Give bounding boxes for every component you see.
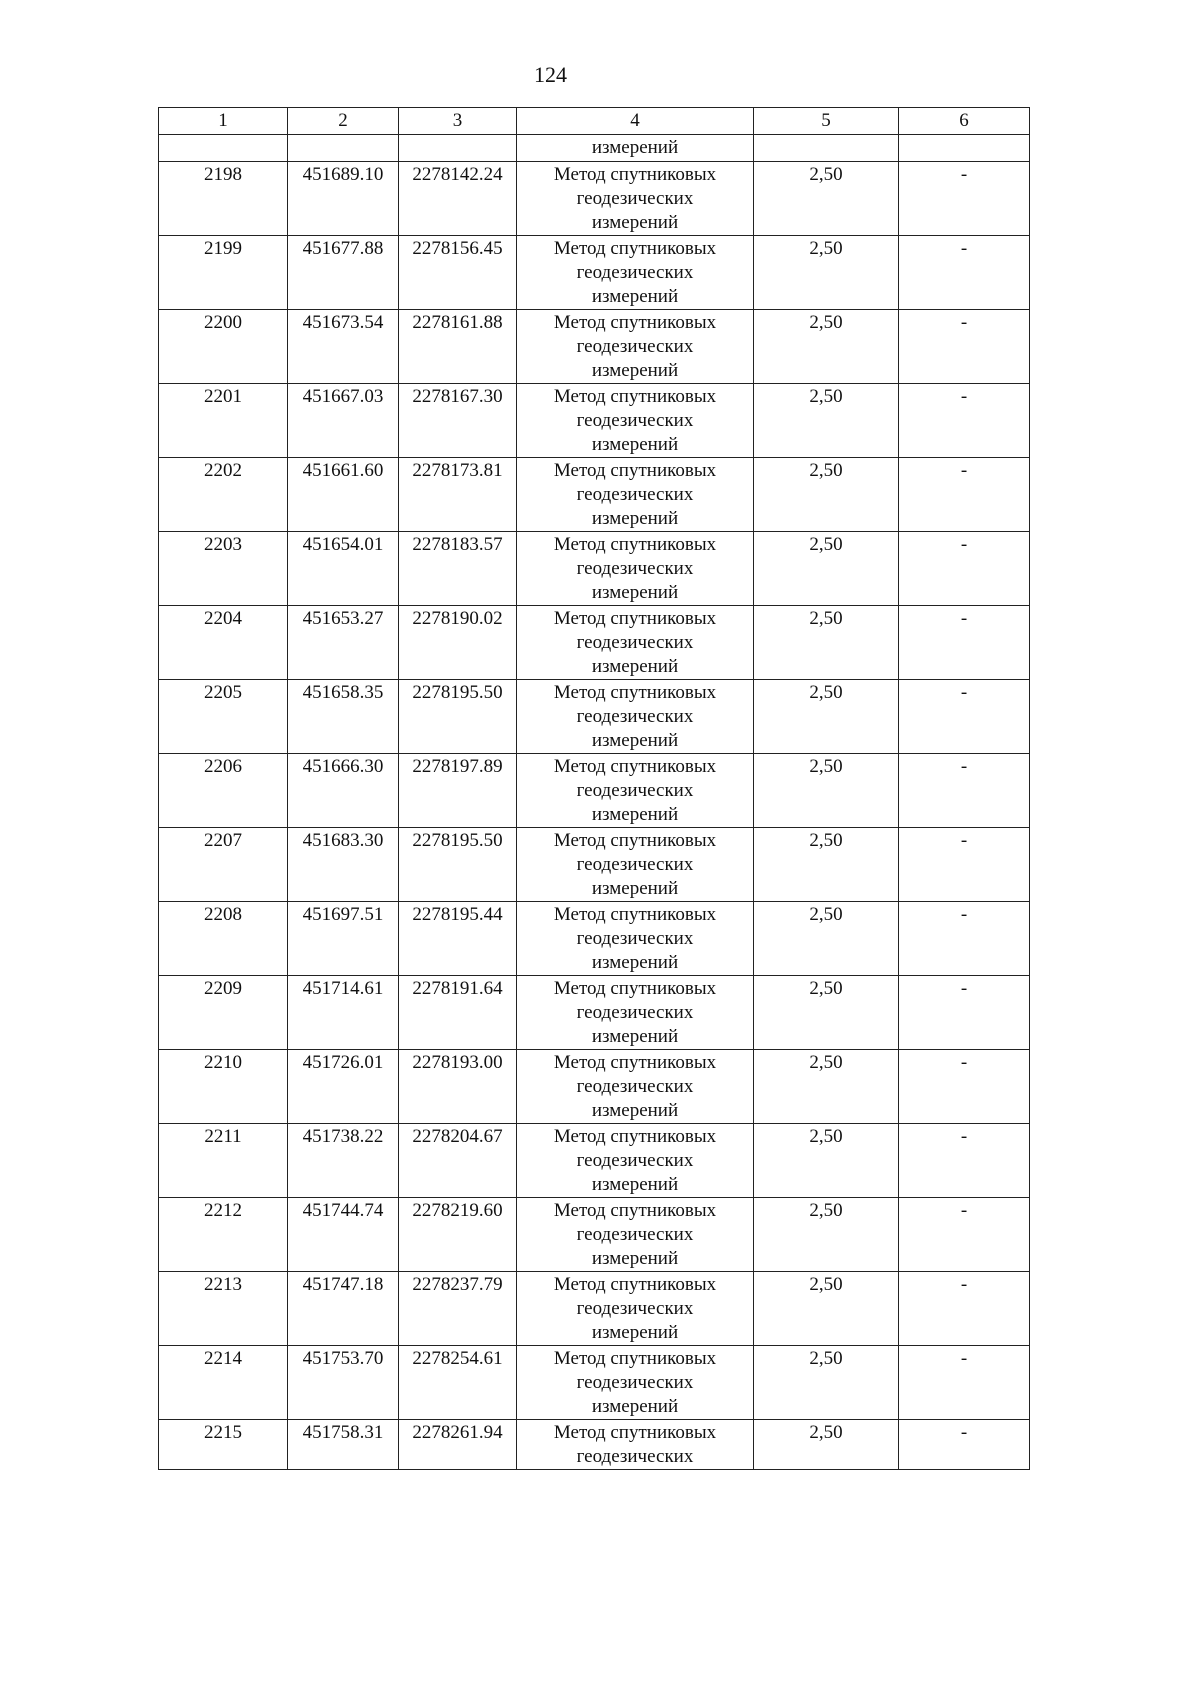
note-cell: - xyxy=(899,976,1030,1050)
point-cell: 2201 xyxy=(159,384,288,458)
method-line: геодезических xyxy=(576,1076,694,1097)
precision-cell: 2,50 xyxy=(754,1050,899,1124)
table-row xyxy=(159,754,1030,828)
table-row xyxy=(159,310,1030,384)
method-cell xyxy=(517,384,754,458)
precision-cell: 2,50 xyxy=(754,902,899,976)
y-coordinate-cell: 2278195.44 xyxy=(399,902,517,976)
y-coordinate-cell: 2278161.88 xyxy=(399,310,517,384)
method-line: измерений xyxy=(591,508,679,529)
x-coordinate-cell: 451714.61 xyxy=(288,976,399,1050)
method-line: Метод спутниковых xyxy=(553,312,717,333)
method-cell xyxy=(517,236,754,310)
x-coordinate-cell: 451697.51 xyxy=(288,902,399,976)
table-row xyxy=(159,680,1030,754)
method-line: геодезических xyxy=(576,1372,694,1393)
method-cell xyxy=(517,1050,754,1124)
precision-cell: 2,50 xyxy=(754,162,899,236)
precision-cell: 2,50 xyxy=(754,384,899,458)
method-cell xyxy=(517,1420,754,1470)
point-cell: 2209 xyxy=(159,976,288,1050)
point-cell: 2210 xyxy=(159,1050,288,1124)
point-cell: 2202 xyxy=(159,458,288,532)
precision-cell: 2,50 xyxy=(754,1420,899,1470)
table-row xyxy=(159,1272,1030,1346)
table-row xyxy=(159,976,1030,1050)
method-line: геодезических xyxy=(576,558,694,579)
x-coordinate-cell: 451758.31 xyxy=(288,1420,399,1470)
x-coordinate-cell: 451738.22 xyxy=(288,1124,399,1198)
point-cell: 2215 xyxy=(159,1420,288,1470)
method-cell xyxy=(517,532,754,606)
y-coordinate-cell: 2278254.61 xyxy=(399,1346,517,1420)
precision-cell: 2,50 xyxy=(754,828,899,902)
method-line: измерений xyxy=(591,1174,679,1195)
method-cell xyxy=(517,1346,754,1420)
method-line: Метод спутниковых xyxy=(553,1348,717,1369)
method-line: Метод спутниковых xyxy=(553,1200,717,1221)
precision-cell: 2,50 xyxy=(754,1346,899,1420)
method-line: геодезических xyxy=(576,928,694,949)
method-line: геодезических xyxy=(576,262,694,283)
table-row xyxy=(159,1124,1030,1198)
table-row xyxy=(159,458,1030,532)
note-cell: - xyxy=(899,754,1030,828)
method-line: геодезических xyxy=(576,336,694,357)
method-cell xyxy=(517,976,754,1050)
table-row xyxy=(159,1346,1030,1420)
method-line: геодезических xyxy=(576,1446,694,1467)
table-body xyxy=(159,135,1030,1470)
y-coordinate-cell: 2278191.64 xyxy=(399,976,517,1050)
y-coordinate-cell: 2278167.30 xyxy=(399,384,517,458)
method-cell xyxy=(517,606,754,680)
method-line: геодезических xyxy=(576,1002,694,1023)
header-row xyxy=(159,108,1030,135)
method-cell xyxy=(517,310,754,384)
precision-cell: 2,50 xyxy=(754,680,899,754)
method-line: Метод спутниковых xyxy=(553,1422,717,1443)
table-row xyxy=(159,828,1030,902)
method-line: измерений xyxy=(591,1026,679,1047)
x-coordinate-cell: 451747.18 xyxy=(288,1272,399,1346)
note-cell: - xyxy=(899,532,1030,606)
note-cell: - xyxy=(899,902,1030,976)
point-cell: 2214 xyxy=(159,1346,288,1420)
method-line: Метод спутниковых xyxy=(553,978,717,999)
x-coordinate-cell: 451654.01 xyxy=(288,532,399,606)
note-cell: - xyxy=(899,680,1030,754)
y-coordinate-cell: 2278156.45 xyxy=(399,236,517,310)
precision-cell: 2,50 xyxy=(754,1272,899,1346)
y-coordinate-cell: 2278193.00 xyxy=(399,1050,517,1124)
method-cell xyxy=(517,902,754,976)
precision-cell: 2,50 xyxy=(754,1198,899,1272)
x-coordinate-cell: 451673.54 xyxy=(288,310,399,384)
y-coordinate-cell xyxy=(399,135,517,162)
method-line: Метод спутниковых xyxy=(553,1126,717,1147)
precision-cell: 2,50 xyxy=(754,606,899,680)
method-cell xyxy=(517,1124,754,1198)
x-coordinate-cell: 451677.88 xyxy=(288,236,399,310)
y-coordinate-cell: 2278204.67 xyxy=(399,1124,517,1198)
y-coordinate-cell: 2278142.24 xyxy=(399,162,517,236)
method-line: геодезических xyxy=(576,854,694,875)
header-cell: 4 xyxy=(517,108,754,135)
note-cell: - xyxy=(899,1124,1030,1198)
point-cell: 2203 xyxy=(159,532,288,606)
method-line: Метод спутниковых xyxy=(553,608,717,629)
x-coordinate-cell: 451666.30 xyxy=(288,754,399,828)
precision-cell xyxy=(754,135,899,162)
precision-cell: 2,50 xyxy=(754,1124,899,1198)
method-line: измерений xyxy=(591,1248,679,1269)
header-cell: 6 xyxy=(899,108,1030,135)
method-line: Метод спутниковых xyxy=(553,534,717,555)
method-cell xyxy=(517,680,754,754)
x-coordinate-cell: 451753.70 xyxy=(288,1346,399,1420)
note-cell: - xyxy=(899,1272,1030,1346)
method-line: Метод спутниковых xyxy=(553,460,717,481)
note-cell: - xyxy=(899,236,1030,310)
method-line: измерений xyxy=(591,286,679,307)
y-coordinate-cell: 2278219.60 xyxy=(399,1198,517,1272)
y-coordinate-cell: 2278183.57 xyxy=(399,532,517,606)
note-cell: - xyxy=(899,1198,1030,1272)
x-coordinate-cell: 451658.35 xyxy=(288,680,399,754)
method-line: геодезических xyxy=(576,484,694,505)
table-row xyxy=(159,384,1030,458)
method-line: геодезических xyxy=(576,706,694,727)
y-coordinate-cell: 2278195.50 xyxy=(399,828,517,902)
table-row xyxy=(159,606,1030,680)
method-line: Метод спутниковых xyxy=(553,904,717,925)
method-line: измерений xyxy=(591,656,679,677)
point-cell: 2208 xyxy=(159,902,288,976)
precision-cell: 2,50 xyxy=(754,310,899,384)
method-line: Метод спутниковых xyxy=(553,756,717,777)
table-row xyxy=(159,162,1030,236)
note-cell: - xyxy=(899,310,1030,384)
method-line: геодезических xyxy=(576,780,694,801)
table-row xyxy=(159,1198,1030,1272)
y-coordinate-cell: 2278190.02 xyxy=(399,606,517,680)
x-coordinate-cell xyxy=(288,135,399,162)
method-line: измерений xyxy=(591,878,679,899)
table-row xyxy=(159,532,1030,606)
method-line: Метод спутниковых xyxy=(553,386,717,407)
precision-cell: 2,50 xyxy=(754,458,899,532)
x-coordinate-cell: 451744.74 xyxy=(288,1198,399,1272)
note-cell: - xyxy=(899,1050,1030,1124)
method-cell xyxy=(517,458,754,532)
table-row xyxy=(159,1050,1030,1124)
method-line: измерений xyxy=(591,137,679,158)
method-line: Метод спутниковых xyxy=(553,682,717,703)
method-line: Метод спутниковых xyxy=(553,830,717,851)
point-cell: 2199 xyxy=(159,236,288,310)
method-line: Метод спутниковых xyxy=(553,1274,717,1295)
method-line: измерений xyxy=(591,434,679,455)
method-line: измерений xyxy=(591,360,679,381)
precision-cell: 2,50 xyxy=(754,532,899,606)
x-coordinate-cell: 451661.60 xyxy=(288,458,399,532)
point-cell: 2206 xyxy=(159,754,288,828)
point-cell: 2200 xyxy=(159,310,288,384)
method-line: измерений xyxy=(591,582,679,603)
method-line: Метод спутниковых xyxy=(553,238,717,259)
point-cell: 2205 xyxy=(159,680,288,754)
note-cell: - xyxy=(899,162,1030,236)
method-line: геодезических xyxy=(576,1150,694,1171)
note-cell: - xyxy=(899,1420,1030,1470)
table-row xyxy=(159,1420,1030,1470)
header-cell: 1 xyxy=(159,108,288,135)
point-cell: 2213 xyxy=(159,1272,288,1346)
y-coordinate-cell: 2278195.50 xyxy=(399,680,517,754)
x-coordinate-cell: 451689.10 xyxy=(288,162,399,236)
method-line: измерений xyxy=(591,1396,679,1417)
note-cell: - xyxy=(899,606,1030,680)
method-line: измерений xyxy=(591,1100,679,1121)
x-coordinate-cell: 451653.27 xyxy=(288,606,399,680)
point-cell: 2212 xyxy=(159,1198,288,1272)
header-cell: 3 xyxy=(399,108,517,135)
precision-cell: 2,50 xyxy=(754,976,899,1050)
method-line: геодезических xyxy=(576,1298,694,1319)
note-cell: - xyxy=(899,1346,1030,1420)
y-coordinate-cell: 2278197.89 xyxy=(399,754,517,828)
method-cell xyxy=(517,754,754,828)
table-row xyxy=(159,902,1030,976)
y-coordinate-cell: 2278237.79 xyxy=(399,1272,517,1346)
note-cell: - xyxy=(899,384,1030,458)
y-coordinate-cell: 2278173.81 xyxy=(399,458,517,532)
method-line: измерений xyxy=(591,212,679,233)
method-line: измерений xyxy=(591,804,679,825)
method-cell xyxy=(517,1272,754,1346)
table-row xyxy=(159,236,1030,310)
point-cell: 2211 xyxy=(159,1124,288,1198)
note-cell: - xyxy=(899,458,1030,532)
method-line: измерений xyxy=(591,1322,679,1343)
point-cell: 2198 xyxy=(159,162,288,236)
note-cell: - xyxy=(899,828,1030,902)
precision-cell: 2,50 xyxy=(754,754,899,828)
method-line: геодезических xyxy=(576,632,694,653)
y-coordinate-cell: 2278261.94 xyxy=(399,1420,517,1470)
precision-cell: 2,50 xyxy=(754,236,899,310)
continued-row xyxy=(159,135,1030,162)
point-cell: 2204 xyxy=(159,606,288,680)
point-cell xyxy=(159,135,288,162)
point-cell: 2207 xyxy=(159,828,288,902)
method-line: геодезических xyxy=(576,188,694,209)
x-coordinate-cell: 451726.01 xyxy=(288,1050,399,1124)
method-line: Метод спутниковых xyxy=(553,1052,717,1073)
method-line: Метод спутниковых xyxy=(553,164,717,185)
x-coordinate-cell: 451683.30 xyxy=(288,828,399,902)
note-cell xyxy=(899,135,1030,162)
method-line: измерений xyxy=(591,952,679,973)
header-cell: 2 xyxy=(288,108,399,135)
method-cell xyxy=(517,828,754,902)
method-cell xyxy=(517,135,754,162)
method-line: геодезических xyxy=(576,410,694,431)
method-line: измерений xyxy=(591,730,679,751)
method-line: геодезических xyxy=(576,1224,694,1245)
method-cell xyxy=(517,162,754,236)
header-cell: 5 xyxy=(754,108,899,135)
page-number: 124 xyxy=(534,62,567,87)
method-cell xyxy=(517,1198,754,1272)
coordinates-table xyxy=(158,107,1030,1470)
x-coordinate-cell: 451667.03 xyxy=(288,384,399,458)
